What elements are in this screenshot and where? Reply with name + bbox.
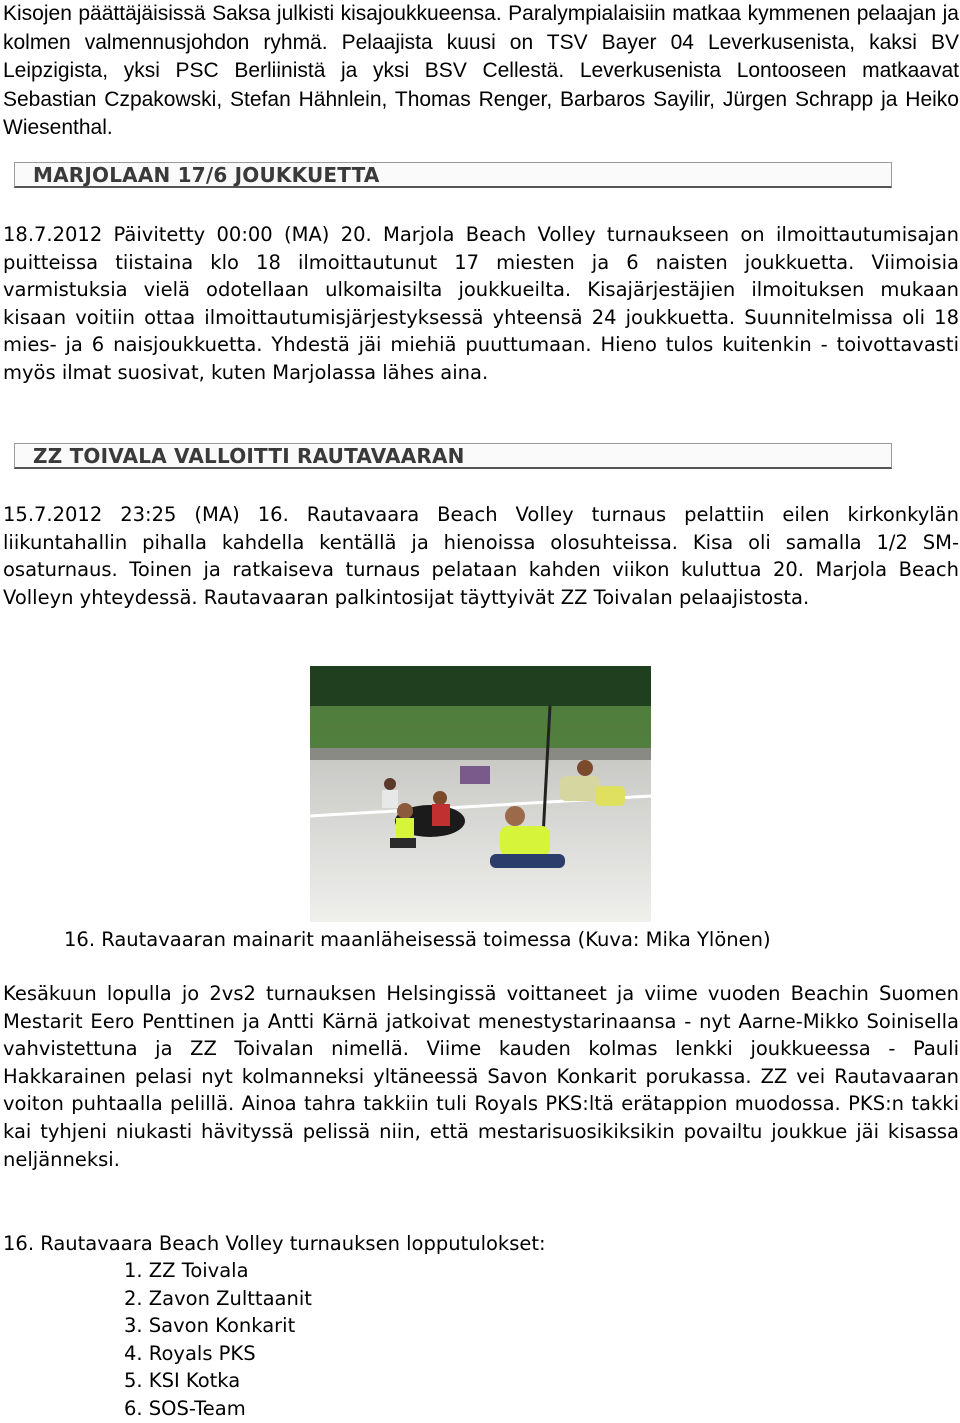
results-title: 16. Rautavaara Beach Volley turnauksen lopputulokset: [3,1232,546,1255]
article-heading-rautavaara [14,443,892,469]
beach-volley-photo [310,666,651,922]
photo-illustration [310,666,651,922]
results-item: 6. SOS-Team [124,1396,246,1420]
results-item: 2. Zavon Zulttaanit [124,1286,312,1310]
article-heading-marjola [14,162,892,188]
story-paragraph: Kesäkuun lopulla jo 2vs2 turnauksen Helsingissä voittaneet ja viime vuoden Beachin Suomen Mestarit Eero Penttinen ja Antti Kärnä jatkoivat menestystarinaansa - nyt Aarne-Mikko Soinisella vahvistettuna ja ZZ Toivalan nimellä. Viime kauden kolmas lenkki joukkueessa - Pauli Hakkarainen pelasi nyt kolmanneksi yltäneessä Savon Konkarit porukassa. ZZ vei Rautavaaran voiton puhtaalla pelillä. Ainoa tahra takkiin tuli Royals PKS:ltä erätappion muodossa. PKS:n takki kai tyhjeni niukasti hävityssä pelissä niin, että mestarisuosikiksikin povailtu joukkue jäi kisassa neljänneksi. [3,982,959,1171]
intro-paragraph: Kisojen päättäjäisissä Saksa julkisti kisajoukkueensa. Paralympialaisiin matkaa kymmenen pelaajan ja kolmen valmennusjohdon ryhmä. Pelaajista kuusi on TSV Bayer 04 Leverkusenista, kaksi BV Leipzigista, yksi PSC Berliinistä ja yksi BSV Cellestä. Leverkusenista Lontooseen matkaavat Sebastian Czpakowski, Stefan Hähnlein, Thomas Renger, Barbaros Sayilir, Jürgen Schrapp ja Heiko Wiesenthal. [3,2,959,139]
photo-caption: 16. Rautavaaran mainarit maanläheisessä toimessa (Kuva: Mika Ylönen) [64,928,771,951]
article-heading-text: ZZ TOIVALA VALLOITTI RAUTAVAARAN [33,444,465,468]
results-item: 1. ZZ Toivala [124,1259,249,1282]
article-heading-text: MARJOLAAN 17/6 JOUKKUETTA [33,163,380,187]
article-body-rautavaara: 15.7.2012 23:25 (MA) 16. Rautavaara Beach Volley turnaus pelattiin eilen kirkonkylän liikuntahallin pihalla kahdella kentällä ja hienoissa olosuhteissa. Kisa oli samalla 1/2 SM-osaturnaus. Toinen ja ratkaiseva turnaus pelataan kahden viikon kuluttua 20. Marjola Beach Volleyn yhteydessä. Rautavaaran palkintosijat täyttyivät ZZ Toivalan pelaajistosta. [3,503,959,609]
results-item: 5. KSI Kotka [124,1369,241,1393]
results-item: 4. Royals PKS [124,1341,256,1365]
article-body-marjola: 18.7.2012 Päivitetty 00:00 (MA) 20. Marjola Beach Volley turnaukseen on ilmoittautumisajan puitteissa tiistaina klo 18 ilmoittautunut 17 miesten ja 6 naisten joukkuetta. Viimoisia varmistuksia vielä odotellaan ulkomaisilta joukkueilta. Kisajärjestäjien ilmoituksen mukaan kisaan voitiin ottaa ilmoittautumisjärjestyksessä yhteensä 24 joukkuetta. Suunnitelmissa oli 18 mies- ja 6 naisjoukkuetta. Yhdestä jäi miehiä puuttumaan. Hieno tulos kuitenkin - toivottavasti myös ilmat suosivat, kuten Marjolassa lähes aina. [3,223,959,384]
results-item: 3. Savon Konkarit [124,1314,296,1338]
results-list [124,1257,312,1423]
